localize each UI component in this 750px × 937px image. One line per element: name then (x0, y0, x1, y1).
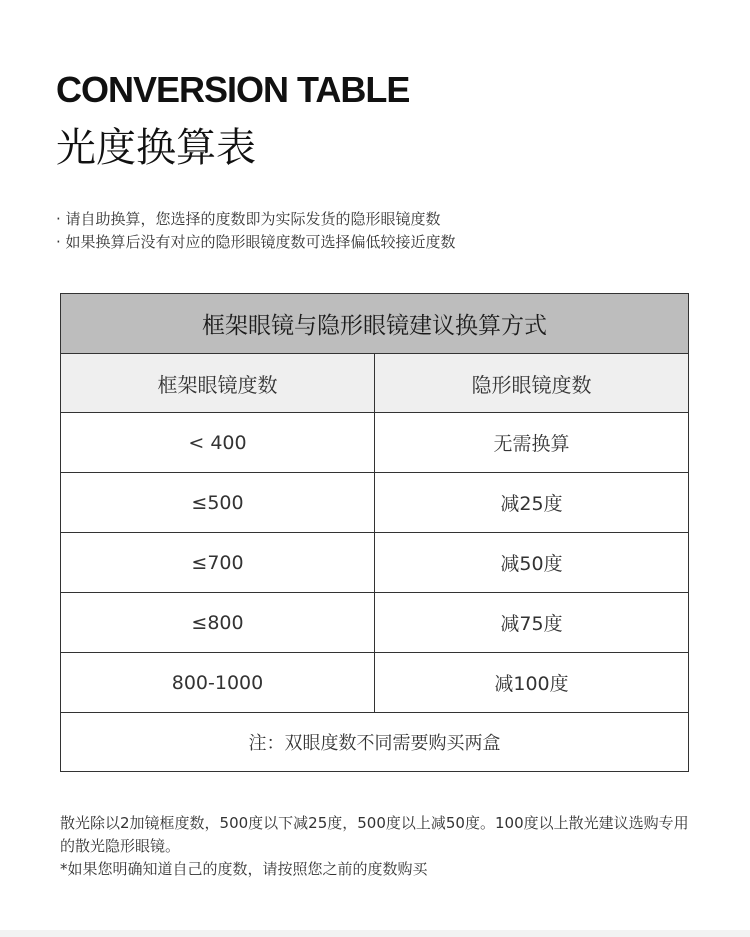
contact-power-cell: 减25度 (500, 493, 563, 515)
column-header-frame: 框架眼镜度数 (61, 354, 375, 412)
frame-power-cell: < 400 (61, 413, 375, 472)
table-row (61, 653, 688, 713)
conversion-table (60, 293, 689, 772)
contact-power-cell: 减50度 (500, 553, 563, 575)
astigmatism-note: 散光除以2加镜框度数，500度以下减25度，500度以上减50度。100度以上散光建议选购专用的散光隐形眼镜。 (60, 814, 689, 855)
table-row (61, 413, 688, 473)
table-header-row (61, 354, 688, 413)
instruction-line: · 如果换算后没有对应的隐形眼镜度数可选择偏低较接近度数 (56, 233, 456, 251)
table-row (61, 473, 688, 533)
purchase-note: *如果您明确知道自己的度数，请按照您之前的度数购买 (60, 860, 428, 878)
page-title-en: CONVERSION TABLE (56, 69, 410, 110)
table-footnote: 注：双眼度数不同需要购买两盒 (248, 733, 501, 754)
page-title-cn: 光度换算表 (56, 125, 256, 171)
contact-power-cell: 减100度 (494, 673, 569, 695)
table-row (61, 533, 688, 593)
frame-power-cell: ≤500 (61, 473, 375, 532)
bottom-divider (0, 930, 750, 937)
frame-power-cell: ≤700 (61, 533, 375, 592)
instruction-line: · 请自助换算，您选择的度数即为实际发货的隐形眼镜度数 (56, 210, 441, 228)
frame-power-cell: 800-1000 (61, 653, 375, 712)
bottom-notes (60, 812, 700, 881)
table-title: 框架眼镜与隐形眼镜建议换算方式 (61, 294, 688, 354)
contact-power-cell: 无需换算 (493, 433, 570, 455)
contact-power-cell: 减75度 (500, 613, 563, 635)
table-row (61, 593, 688, 653)
frame-power-cell: ≤800 (61, 593, 375, 652)
instructions (56, 208, 456, 254)
column-header-contact: 隐形眼镜度数 (471, 372, 592, 397)
